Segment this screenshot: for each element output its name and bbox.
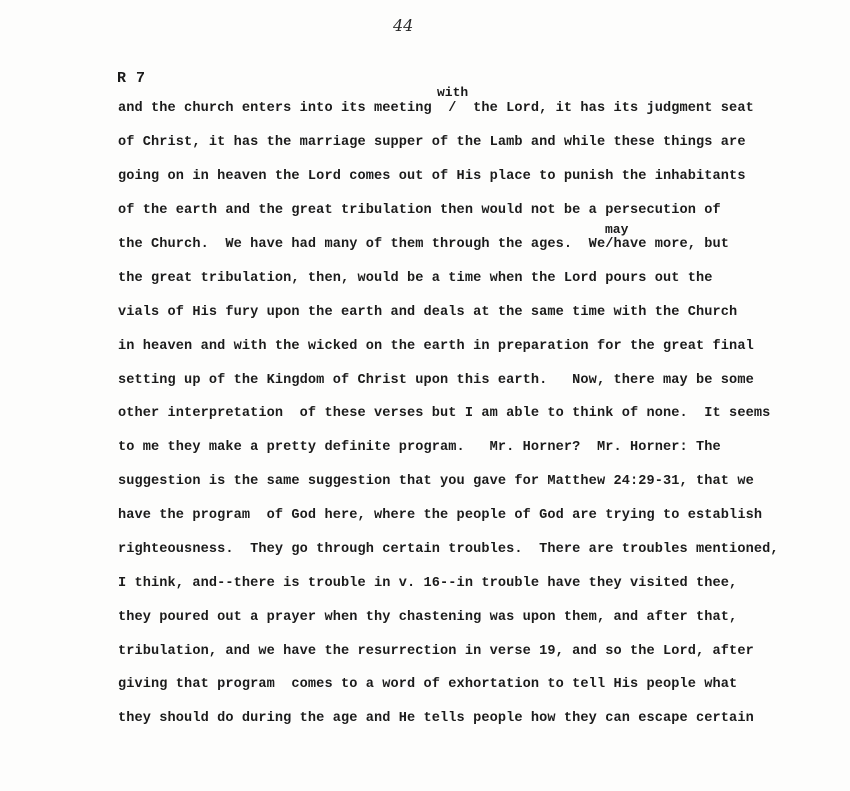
text-line: going on in heaven the Lord comes out of His place to punish the inhabitants xyxy=(118,169,746,184)
text-line: giving that program comes to a word of exhortation to tell His people what xyxy=(118,677,738,692)
text-line: setting up of the Kingdom of Christ upon this earth. Now, there may be some xyxy=(118,373,754,388)
text-line: and the church enters into its meeting / the Lord, it has its judgment seat xyxy=(118,101,754,116)
text-line: of the earth and the great tribulation then would not be a persecution of xyxy=(118,203,721,218)
text-line: they should do during the age and He tells people how they can escape certain xyxy=(118,711,754,726)
text-line: tribulation, and we have the resurrection in verse 19, and so the Lord, after xyxy=(118,644,754,659)
handwritten-insert-may: may xyxy=(605,222,629,237)
text-line: other interpretation of these verses but I am able to think of none. It seems xyxy=(118,406,771,421)
text-line: righteousness. They go through certain troubles. There are troubles mentioned, xyxy=(118,542,779,557)
reference-label: R 7 xyxy=(117,70,146,87)
text-line: suggestion is the same suggestion that you gave for Matthew 24:29-31, that we xyxy=(118,474,754,489)
text-line: the great tribulation, then, would be a time when the Lord pours out the xyxy=(118,271,713,286)
text-line: of Christ, it has the marriage supper of the Lamb and while these things are xyxy=(118,135,746,150)
text-line: to me they make a pretty definite program. Mr. Horner? Mr. Horner: The xyxy=(118,440,721,455)
handwritten-insert-with: with xyxy=(437,85,469,100)
text-line: have the program of God here, where the people of God are trying to establish xyxy=(118,508,763,523)
text-line: they poured out a prayer when thy chastening was upon them, and after that, xyxy=(118,610,738,625)
page-number: 44 xyxy=(393,16,414,35)
text-line: the Church. We have had many of them through the ages. We/have more, but xyxy=(118,237,730,252)
text-line: I think, and--there is trouble in v. 16--in trouble have they visited thee, xyxy=(118,576,738,591)
text-line: vials of His fury upon the earth and deals at the same time with the Church xyxy=(118,305,738,320)
text-line: in heaven and with the wicked on the earth in preparation for the great final xyxy=(118,339,754,354)
